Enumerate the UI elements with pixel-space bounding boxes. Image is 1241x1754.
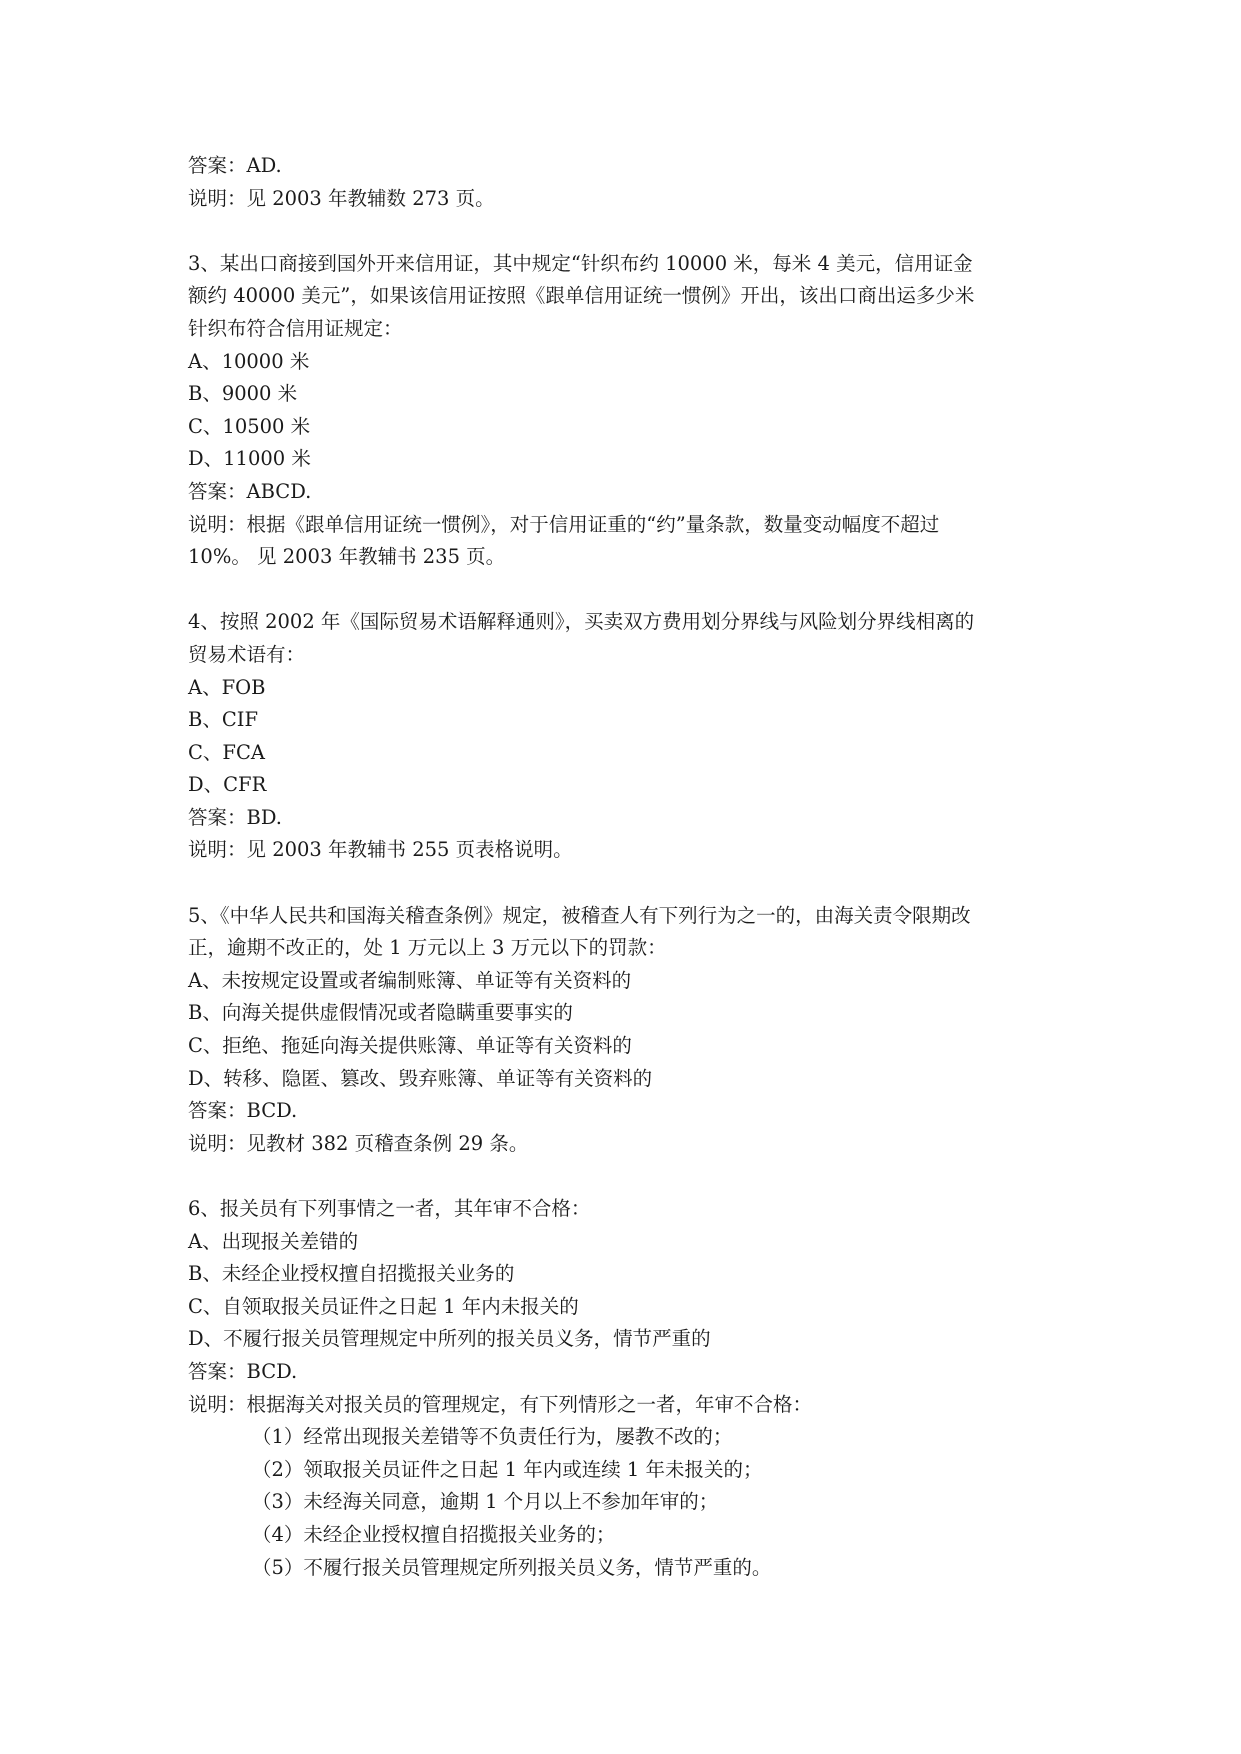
q3-answer: 答案：ABCD. — [188, 479, 312, 503]
q6-note-item-5: （5）不履行报关员管理规定所列报关员义务，情节严重的。 — [252, 1555, 772, 1579]
q4-answer: 答案：BD. — [188, 805, 282, 829]
q3-stem-line: 3、某出口商接到国外开来信用证，其中规定“针织布约 10000 米，每米 4 美元，信用证金 — [188, 251, 973, 275]
q6-note-item-2: （2）领取报关员证件之日起 1 年内或连续 1 年未报关的； — [252, 1457, 763, 1481]
paragraph-gap — [188, 574, 1058, 607]
q6-note-item-1: （1）经常出现报关差错等不负责任行为，屡教不改的； — [252, 1425, 733, 1449]
q6-note: 说明：根据海关对报关员的管理规定，有下列情形之一者，年审不合格： — [188, 1392, 813, 1416]
question-3 — [188, 248, 1058, 574]
paragraph-gap — [188, 215, 1058, 248]
q4-option-a: A、FOB — [188, 675, 266, 699]
document-page — [188, 150, 1058, 1584]
question-4 — [188, 606, 1058, 867]
q6-note-item-3: （3）未经海关同意，逾期 1 个月以上不参加年审的； — [252, 1490, 719, 1514]
q4-option-b: B、CIF — [188, 708, 258, 732]
q5-option-c: C、拒绝、拖延向海关提供账簿、单证等有关资料的 — [188, 1034, 632, 1058]
q6-option-a: A、出现报关差错的 — [188, 1229, 359, 1253]
q5-answer: 答案：BCD. — [188, 1099, 298, 1123]
q4-note: 说明：见 2003 年教辅书 255 页表格说明。 — [188, 838, 573, 862]
q6-stem: 6、报关员有下列事情之一者，其年审不合格： — [188, 1197, 591, 1220]
q6-option-b: B、未经企业授权擅自招揽报关业务的 — [188, 1262, 515, 1286]
question-5 — [188, 900, 1058, 1161]
q3-option-b: B、9000 米 — [188, 382, 298, 406]
q4-option-d: D、CFR — [188, 773, 267, 797]
q4-stem-line: 贸易术语有： — [188, 642, 306, 666]
q5-option-a: A、未按规定设置或者编制账簿、单证等有关资料的 — [188, 968, 632, 992]
question-6 — [188, 1193, 1058, 1584]
q5-note: 说明：见教材 382 页稽查条例 29 条。 — [188, 1131, 529, 1155]
q3-note-line: 说明：根据《跟单信用证统一惯例》，对于信用证重的“约”量条款，数量变动幅度不超过 — [188, 512, 940, 536]
q5-stem-line: 正，逾期不改正的，处 1 万元以上 3 万元以下的罚款： — [188, 936, 667, 960]
q3-note-line: 10%。 见 2003 年教辅书 235 页。 — [188, 545, 506, 569]
q6-answer: 答案：BCD. — [188, 1359, 298, 1383]
q6-option-d: D、不履行报关员管理规定中所列的报关员义务，情节严重的 — [188, 1327, 711, 1351]
paragraph-gap — [188, 1160, 1058, 1193]
q2-note: 说明：见 2003 年教辅数 273 页。 — [188, 186, 495, 210]
q6-note-item-4: （4）未经企业授权擅自招揽报关业务的； — [252, 1522, 616, 1546]
q3-option-d: D、11000 米 — [188, 447, 311, 471]
q5-option-b: B、向海关提供虚假情况或者隐瞒重要事实的 — [188, 1001, 573, 1025]
q3-stem-line: 额约 40000 美元”，如果该信用证按照《跟单信用证统一惯例》开出，该出口商出运多少米 — [188, 284, 975, 308]
question-2-tail — [188, 150, 1058, 215]
q2-answer: 答案：AD. — [188, 154, 282, 177]
q3-option-c: C、10500 米 — [188, 414, 311, 438]
q5-stem-line: 5、《中华人民共和国海关稽查条例》规定，被稽查人有下列行为之一的，由海关责令限期改 — [188, 903, 971, 927]
q5-option-d: D、转移、隐匿、篡改、毁弃账簿、单证等有关资料的 — [188, 1066, 653, 1090]
q3-option-a: A、10000 米 — [188, 349, 310, 373]
q4-option-c: C、FCA — [188, 740, 265, 764]
paragraph-gap — [188, 867, 1058, 900]
q3-stem-line: 针织布符合信用证规定： — [188, 316, 403, 340]
q6-option-c: C、自领取报关员证件之日起 1 年内未报关的 — [188, 1294, 579, 1318]
q4-stem-line: 4、按照 2002 年《国际贸易术语解释通则》，买卖双方费用划分界线与风险划分界线相离的 — [188, 610, 975, 634]
